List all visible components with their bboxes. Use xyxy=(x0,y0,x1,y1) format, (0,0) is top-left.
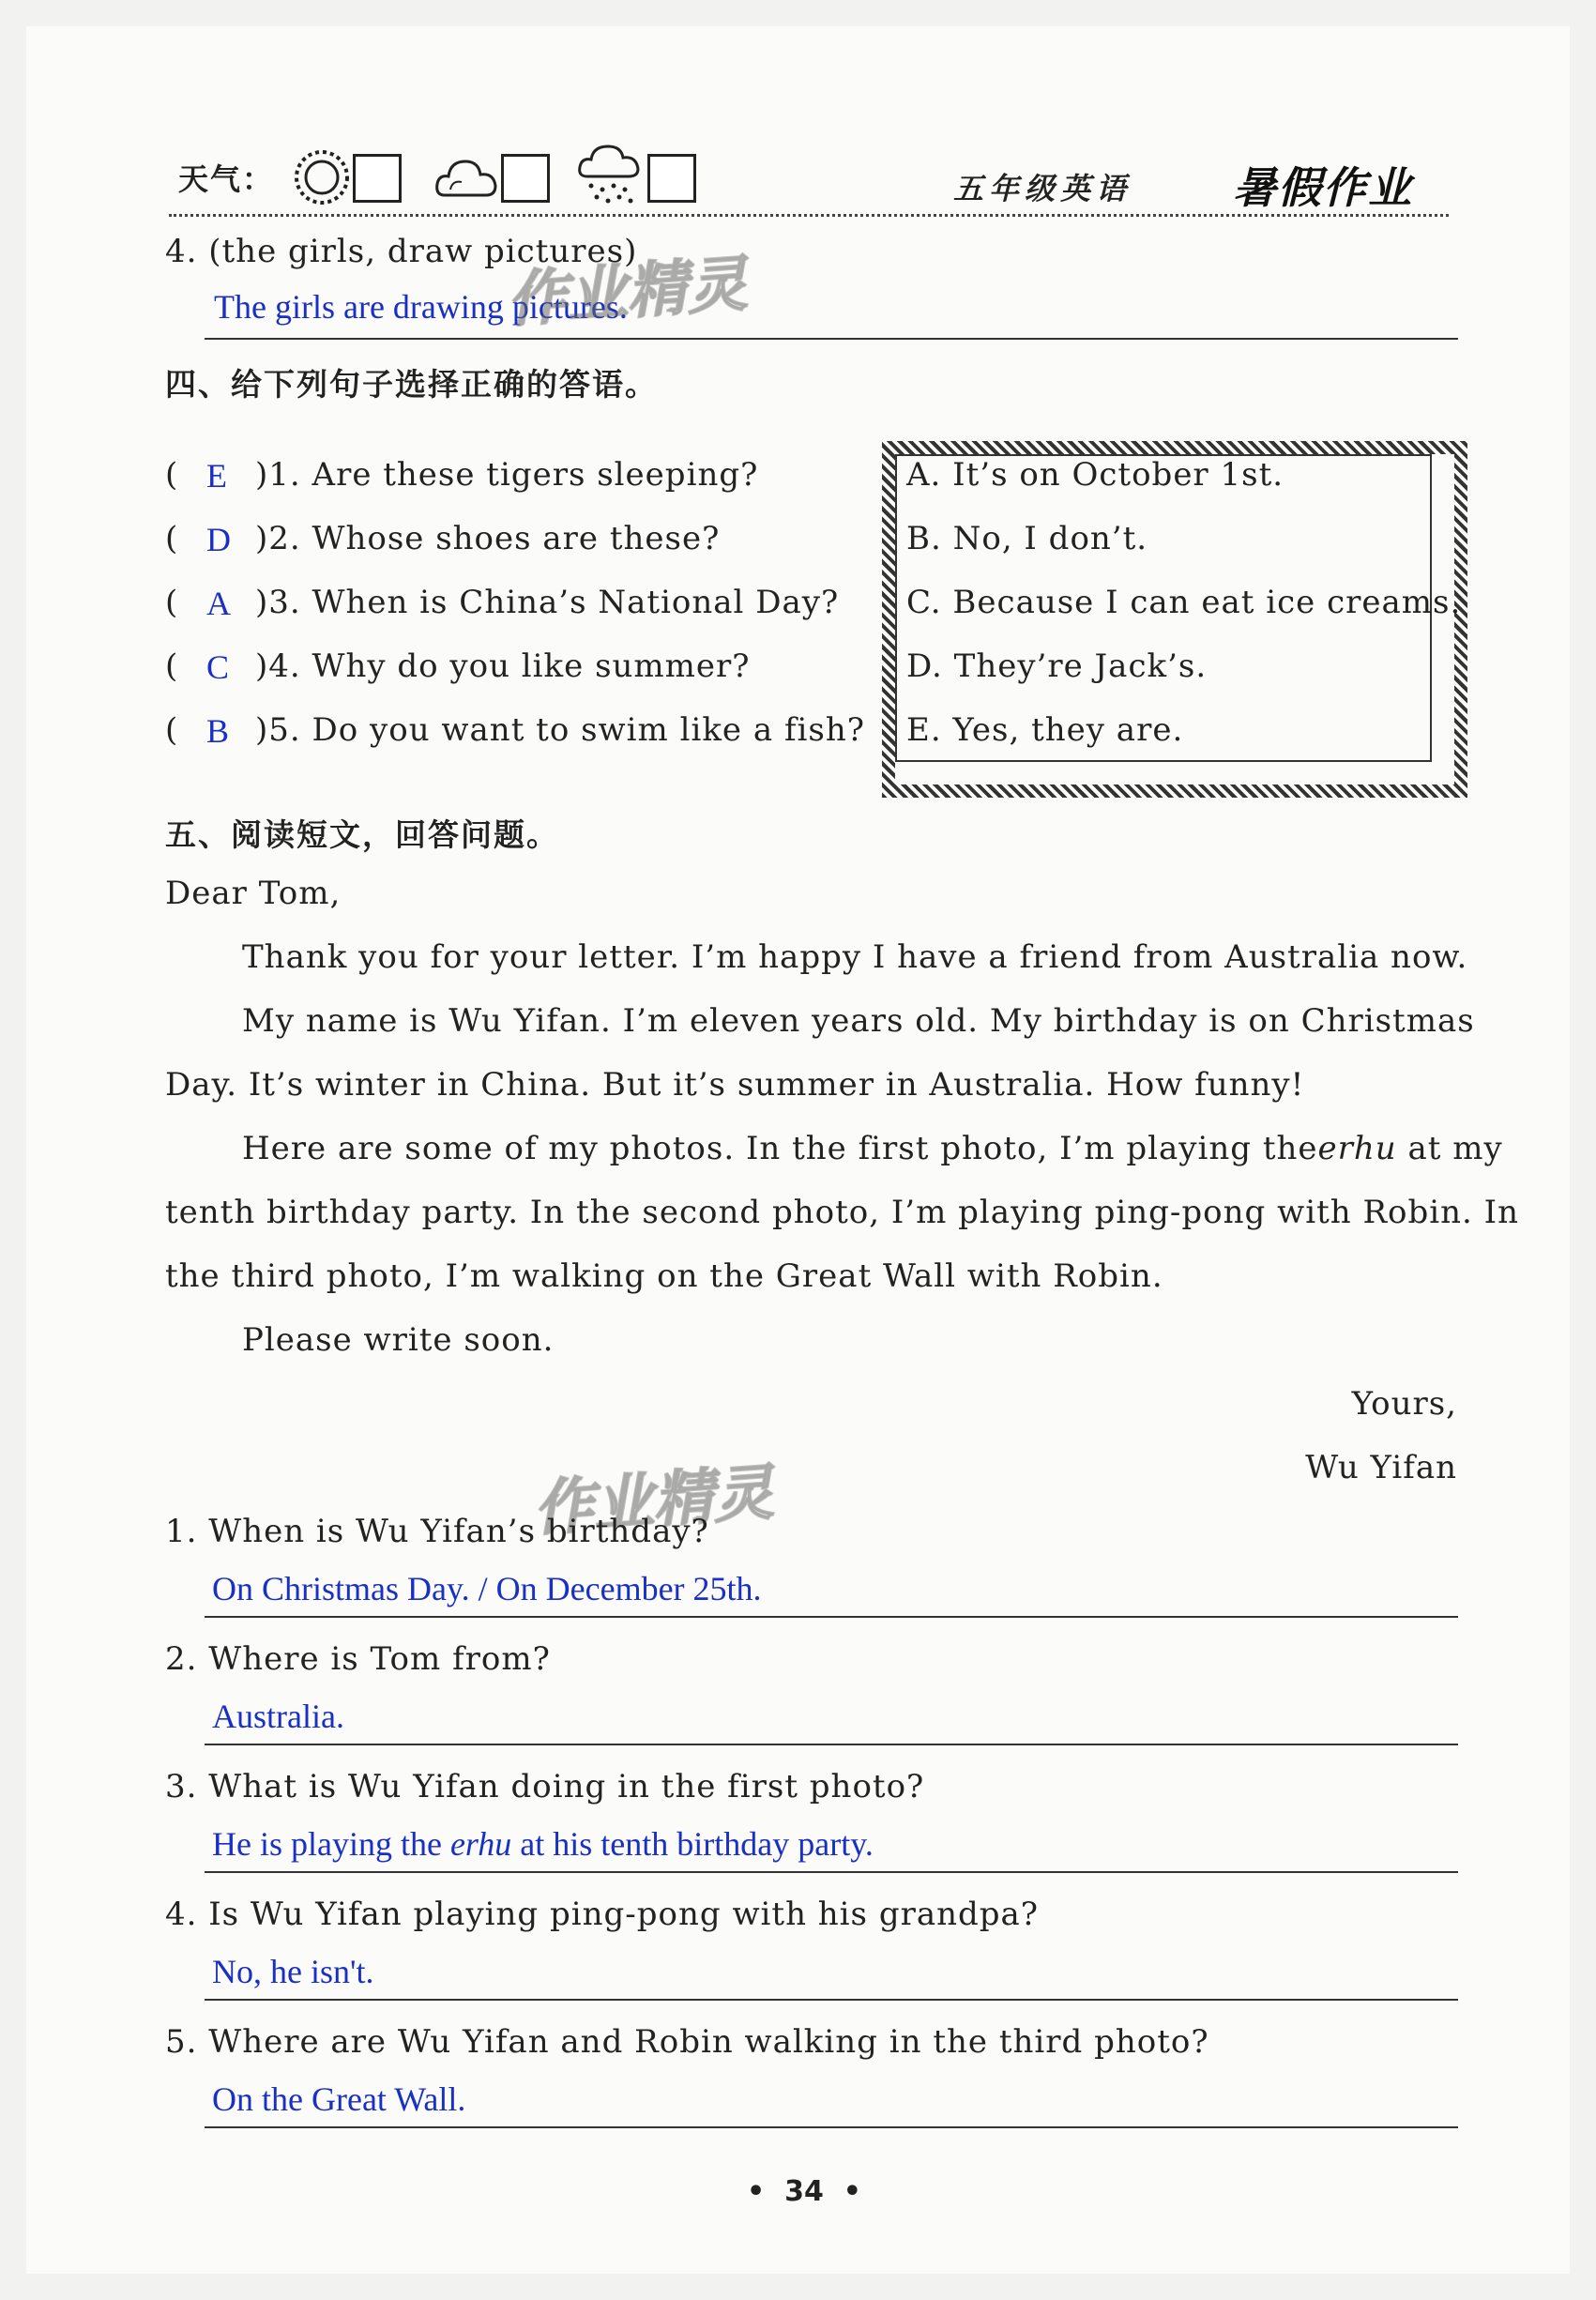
q-text: )5. Do you want to swim like a fish? xyxy=(255,711,865,749)
q-row: ( xyxy=(165,647,179,685)
letter-signature: Wu Yifan xyxy=(1305,1449,1457,1486)
choice-item: E. Yes, they are. xyxy=(906,711,1184,749)
letter-line: Please write soon. xyxy=(242,1321,555,1359)
letter-closing: Yours, xyxy=(1351,1385,1457,1423)
answer-line xyxy=(205,1616,1458,1618)
answer-line xyxy=(205,1999,1458,2001)
q-row: ( xyxy=(165,584,179,621)
choice-item: B. No, I don’t. xyxy=(906,520,1148,557)
rq-answer: Australia. xyxy=(212,1698,344,1735)
letter-line: Here are some of my photos. In the first photo, I’m playing theerhu at my xyxy=(242,1130,1503,1167)
weather-checkbox-rainy[interactable] xyxy=(647,154,696,206)
q-answer: A xyxy=(206,585,231,622)
rq-text: 4. Is Wu Yifan playing ping-pong with his grandpa? xyxy=(165,1896,1040,1933)
s3-prompt: 4. (the girls, draw pictures) xyxy=(165,233,638,270)
q-text: )2. Whose shoes are these? xyxy=(255,520,721,557)
weather-label: 天气： xyxy=(178,161,275,197)
rq-answer: He is playing the erhu at his tenth birthday party. xyxy=(212,1825,874,1863)
letter-line: Day. It’s winter in China. But it’s summer in Australia. How funny! xyxy=(165,1066,1305,1104)
weather-checkbox-sunny[interactable] xyxy=(353,154,402,206)
q-row: ( xyxy=(165,520,179,557)
rain-icon xyxy=(578,143,646,210)
answer-line xyxy=(205,1744,1458,1745)
q-answer: C xyxy=(206,648,230,686)
page-number-block: • 34 • xyxy=(747,2175,861,2208)
cloud-icon xyxy=(433,150,499,206)
rq-answer: On Christmas Day. / On December 25th. xyxy=(212,1570,762,1607)
letter-line: Thank you for your letter. I’m happy I have a friend from Australia now. xyxy=(242,938,1468,976)
rq-text: 5. Where are Wu Yifan and Robin walking in the third photo? xyxy=(165,2023,1209,2061)
q-text: )3. When is China’s National Day? xyxy=(255,584,840,621)
q-answer: D xyxy=(206,521,231,558)
choice-item: A. It’s on October 1st. xyxy=(906,456,1284,494)
s3-answer: The girls are drawing pictures. xyxy=(214,288,628,326)
answer-line xyxy=(205,1871,1458,1873)
section5-title: 五、阅读短文，回答问题。 xyxy=(165,816,559,853)
q-row: ( xyxy=(165,456,179,494)
q-answer: E xyxy=(206,457,227,495)
sun-icon xyxy=(293,148,351,206)
q-text: )4. Why do you like summer? xyxy=(255,647,751,685)
letter-greeting: Dear Tom, xyxy=(165,875,342,912)
rq-answer: No, he isn't. xyxy=(212,1953,374,1990)
erhu-term: erhu xyxy=(1317,1130,1397,1167)
rq-text: 2. Where is Tom from? xyxy=(165,1640,551,1678)
choice-item: C. Because I can eat ice creams. xyxy=(906,584,1462,621)
letter-line: My name is Wu Yifan. I’m eleven years old. My birthday is on Christmas xyxy=(242,1002,1475,1040)
q-row: ( xyxy=(165,711,179,749)
rq-text: 3. What is Wu Yifan doing in the first photo? xyxy=(165,1768,925,1805)
rq-answer: On the Great Wall. xyxy=(212,2080,466,2118)
weather-checkbox-cloudy[interactable] xyxy=(501,154,550,206)
letter-line: tenth birthday party. In the second photo, I’m playing ping-pong with Robin. In xyxy=(165,1194,1520,1231)
header-divider xyxy=(169,214,1449,217)
section4-title: 四、给下列句子选择正确的答语。 xyxy=(165,366,658,403)
watermark-middle: 作业精灵 xyxy=(531,1458,776,1545)
answer-line xyxy=(205,338,1458,340)
q-answer: B xyxy=(206,712,230,750)
page-number: 34 xyxy=(784,2175,824,2208)
q-text: )1. Are these tigers sleeping? xyxy=(255,456,759,494)
choice-item: D. They’re Jack’s. xyxy=(906,647,1208,685)
rq-text: 1. When is Wu Yifan’s birthday? xyxy=(165,1513,709,1550)
answer-line xyxy=(205,2126,1458,2128)
book-title: 暑假作业 xyxy=(1233,162,1413,213)
grade-subject: 五年级英语 xyxy=(953,171,1132,206)
watermark-top: 作业精灵 xyxy=(505,250,750,336)
letter-line: the third photo, I’m walking on the Great Wall with Robin. xyxy=(165,1257,1163,1295)
